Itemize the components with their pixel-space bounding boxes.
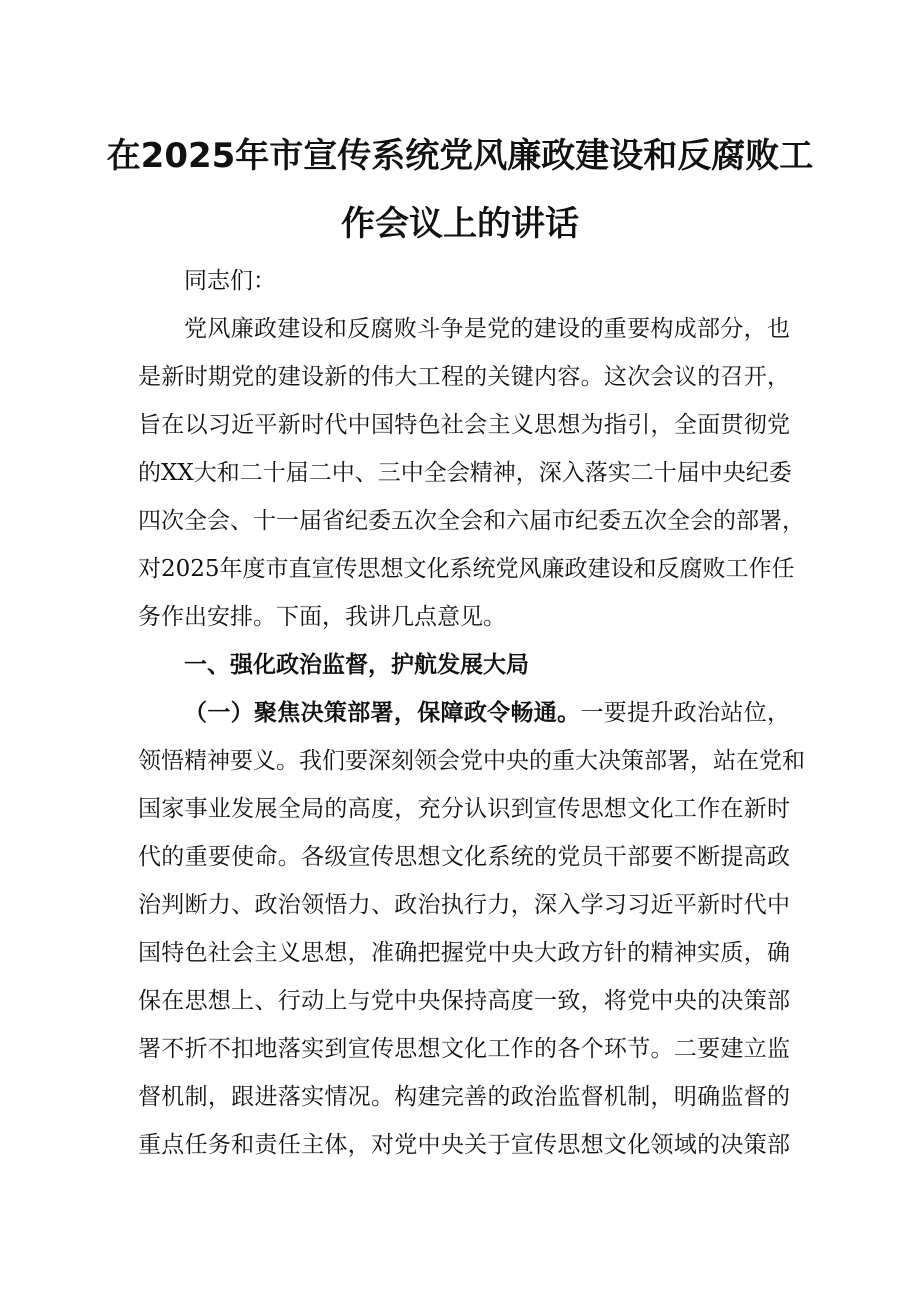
intro-line: 四次全会、十一届省纪委五次全会和六届市纪委五次全会的部署， [138,508,805,534]
subsection-1-line: 国特色社会主义思想，准确把握党中央大政方针的精神实质，确 [138,940,790,966]
subsection-1-first-line [184,698,790,728]
greeting: 同志们： [184,268,276,294]
subsection-1-first-text: 一要提升政治站位， [580,700,791,726]
intro-line: 的XX大和二十届二中、三中全会精神，深入落实二十届中央纪委 [138,460,792,486]
subsection-1-line: 保在思想上、行动上与党中央保持高度一致，将党中央的决策部 [138,988,790,1014]
subsection-1-line: 领悟精神要义。我们要深刻领会党中央的重大决策部署，站在党和 [138,748,805,774]
subsection-1-heading: （一）聚焦决策部署，保障政令畅通。 [184,700,581,726]
subsection-1-line: 署不折不扣地落实到宣传思想文化工作的各个环节。二要建立监 [138,1036,790,1062]
subsection-1-line: 督机制，跟进落实情况。构建完善的政治监督机制，明确监督的 [138,1084,790,1110]
document-title-line-1: 在2025年市宣传系统党风廉政建设和反腐败工 [106,136,814,176]
intro-line: 是新时期党的建设新的伟大工程的关键内容。这次会议的召开， [138,364,790,390]
subsection-1-line: 重点任务和责任主体，对党中央关于宣传思想文化领域的决策部 [138,1132,790,1158]
intro-line: 党风廉政建设和反腐败斗争是党的建设的重要构成部分，也 [184,316,790,342]
subsection-1-line: 治判断力、政治领悟力、政治执行力，深入学习习近平新时代中 [138,892,790,918]
subsection-1-line: 代的重要使命。各级宣传思想文化系统的党员干部要不断提高政 [138,844,790,870]
intro-line: 旨在以习近平新时代中国特色社会主义思想为指引，全面贯彻党 [138,412,790,438]
intro-line: 务作出安排。下面，我讲几点意见。 [138,604,506,630]
section-1-heading: 一、强化政治监督，护航发展大局 [184,652,529,678]
subsection-1-line: 国家事业发展全局的高度，充分认识到宣传思想文化工作在新时 [138,796,790,822]
intro-line: 对2025年度市直宣传思想文化系统党风廉政建设和反腐败工作任 [138,556,795,582]
document-title-line-2: 作会议上的讲话 [341,204,579,244]
